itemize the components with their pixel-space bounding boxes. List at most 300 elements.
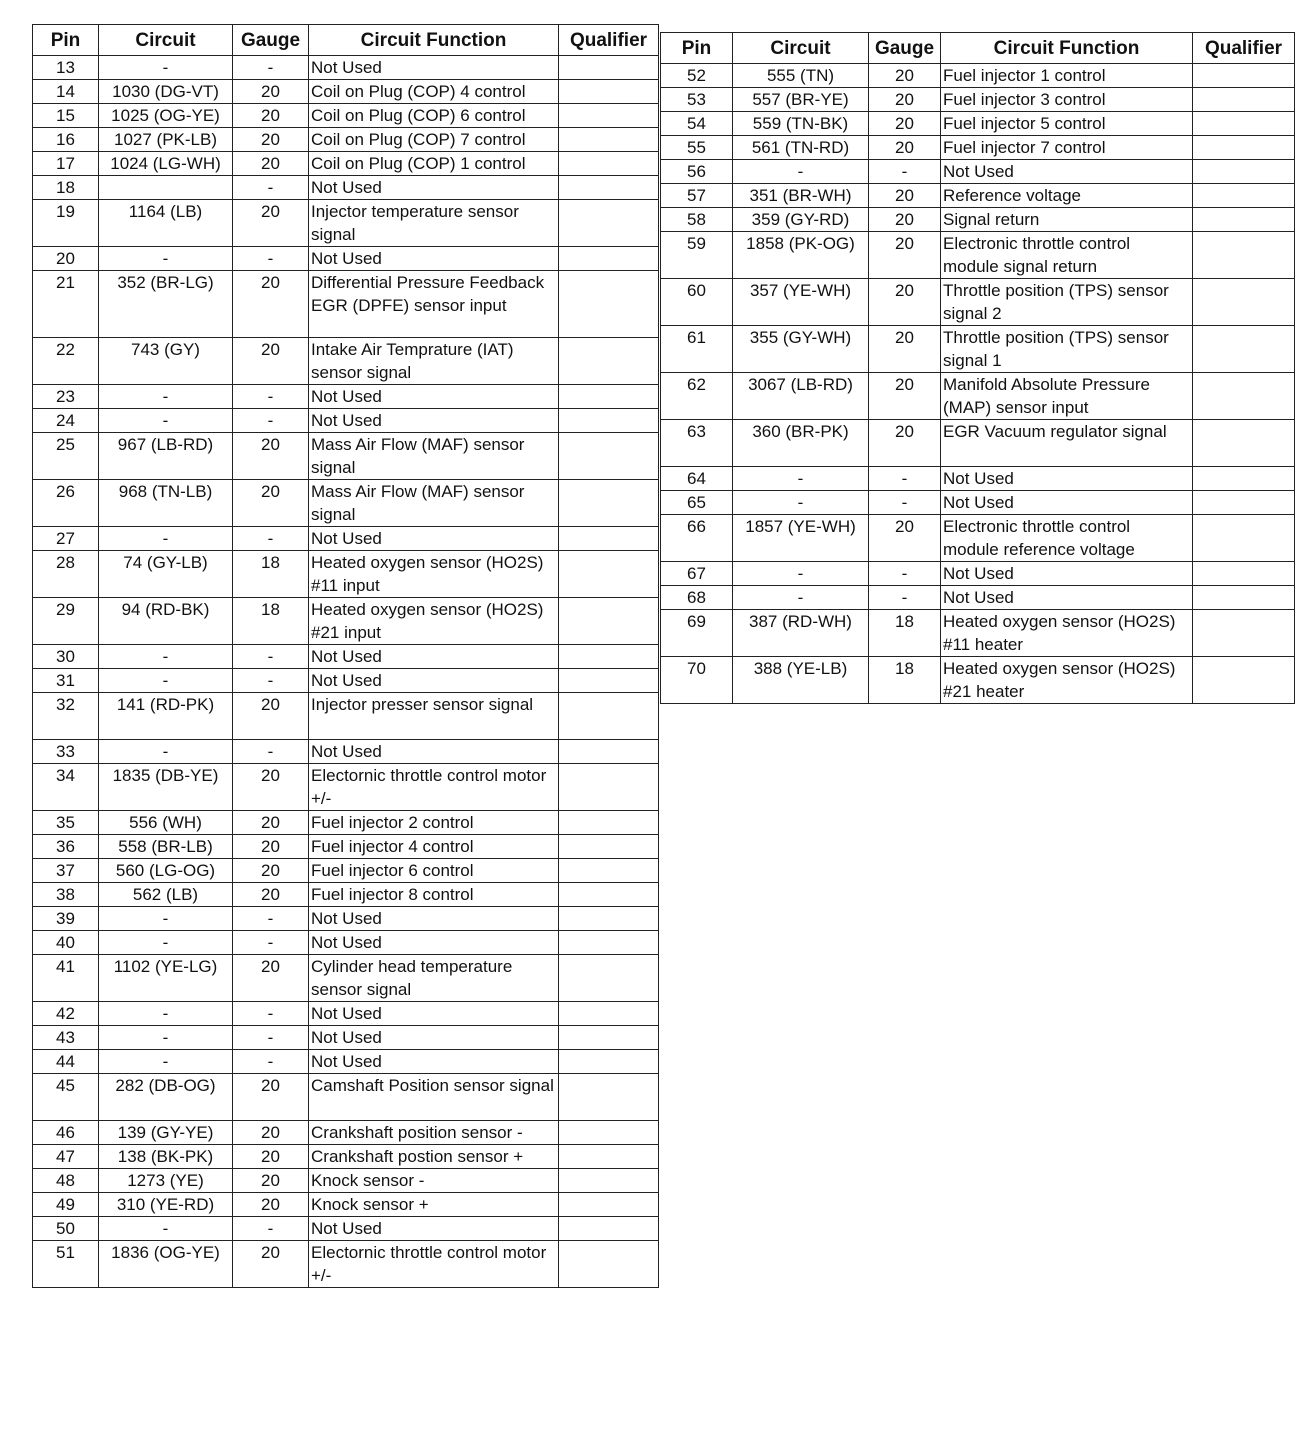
gauge-cell: 20 — [233, 764, 309, 811]
qualifier-cell — [559, 811, 659, 835]
pin-cell: 64 — [661, 467, 733, 491]
circuit-function-cell: Intake Air Temprature (IAT) sensor signal — [309, 338, 559, 385]
table-row — [33, 200, 659, 247]
circuit-cell: 352 (BR-LG) — [99, 271, 233, 338]
pin-cell: 43 — [33, 1026, 99, 1050]
circuit-function-cell: Crankshaft postion sensor + — [309, 1145, 559, 1169]
qualifier-cell — [559, 1193, 659, 1217]
table-row — [33, 907, 659, 931]
table-row — [661, 610, 1295, 657]
circuit-function-cell: EGR Vacuum regulator signal — [941, 420, 1193, 467]
qualifier-cell — [559, 176, 659, 200]
table-row — [33, 1074, 659, 1121]
circuit-cell: 967 (LB-RD) — [99, 433, 233, 480]
circuit-cell: 138 (BK-PK) — [99, 1145, 233, 1169]
pin-cell: 47 — [33, 1145, 99, 1169]
circuit-function-cell: Electornic throttle control motor +/- — [309, 764, 559, 811]
table-row — [33, 1002, 659, 1026]
qualifier-cell — [1193, 64, 1295, 88]
circuit-cell: 1102 (YE-LG) — [99, 955, 233, 1002]
circuit-function-cell: Not Used — [309, 1050, 559, 1074]
table-row — [661, 420, 1295, 467]
pin-cell: 25 — [33, 433, 99, 480]
pin-cell: 32 — [33, 693, 99, 740]
gauge-cell: 20 — [233, 433, 309, 480]
gauge-cell: - — [233, 56, 309, 80]
gauge-cell: - — [869, 491, 941, 515]
gauge-cell: - — [869, 586, 941, 610]
pin-cell: 31 — [33, 669, 99, 693]
table-row — [33, 740, 659, 764]
circuit-cell: 561 (TN-RD) — [733, 136, 869, 160]
pin-cell: 23 — [33, 385, 99, 409]
table-header-row — [33, 25, 659, 56]
circuit-cell: 359 (GY-RD) — [733, 208, 869, 232]
gauge-cell: 20 — [869, 208, 941, 232]
circuit-function-cell: Not Used — [309, 1026, 559, 1050]
table-row — [661, 112, 1295, 136]
gauge-cell: 20 — [233, 1145, 309, 1169]
circuit-cell: - — [733, 562, 869, 586]
circuit-cell: - — [99, 645, 233, 669]
gauge-cell: - — [233, 1026, 309, 1050]
gauge-cell: - — [233, 1002, 309, 1026]
circuit-cell: - — [99, 1217, 233, 1241]
qualifier-cell — [559, 527, 659, 551]
circuit-function-cell: Not Used — [309, 176, 559, 200]
table-row — [33, 480, 659, 527]
table-row — [33, 859, 659, 883]
circuit-cell: - — [733, 160, 869, 184]
table-row — [33, 527, 659, 551]
circuit-cell: 968 (TN-LB) — [99, 480, 233, 527]
qualifier-cell — [559, 409, 659, 433]
circuit-cell: - — [99, 931, 233, 955]
table-row — [33, 955, 659, 1002]
circuit-function-cell: Fuel injector 4 control — [309, 835, 559, 859]
table-row — [33, 385, 659, 409]
qualifier-cell — [559, 1026, 659, 1050]
gauge-cell: 20 — [233, 104, 309, 128]
gauge-cell: 20 — [233, 883, 309, 907]
circuit-function-cell: Not Used — [309, 931, 559, 955]
table-row — [33, 1145, 659, 1169]
pin-cell: 45 — [33, 1074, 99, 1121]
circuit-function-cell: Not Used — [309, 1217, 559, 1241]
table-row — [661, 279, 1295, 326]
qualifier-cell — [559, 385, 659, 409]
circuit-function-cell: Not Used — [309, 740, 559, 764]
table-row — [661, 491, 1295, 515]
pin-cell: 54 — [661, 112, 733, 136]
table-row — [33, 409, 659, 433]
gauge-cell: - — [869, 562, 941, 586]
header-circuit-function: Circuit Function — [309, 25, 559, 56]
qualifier-cell — [559, 152, 659, 176]
qualifier-cell — [1193, 562, 1295, 586]
circuit-cell: 555 (TN) — [733, 64, 869, 88]
circuit-cell: - — [99, 527, 233, 551]
gauge-cell: 20 — [869, 279, 941, 326]
pin-cell: 68 — [661, 586, 733, 610]
qualifier-cell — [1193, 610, 1295, 657]
gauge-cell: 20 — [233, 859, 309, 883]
circuit-function-cell: Fuel injector 8 control — [309, 883, 559, 907]
circuit-cell: - — [99, 409, 233, 433]
table-header-row — [661, 33, 1295, 64]
qualifier-cell — [559, 693, 659, 740]
gauge-cell: - — [869, 467, 941, 491]
header-qualifier: Qualifier — [559, 25, 659, 56]
gauge-cell: 20 — [233, 1121, 309, 1145]
qualifier-cell — [559, 128, 659, 152]
circuit-function-cell: Not Used — [309, 527, 559, 551]
circuit-cell: 562 (LB) — [99, 883, 233, 907]
circuit-function-cell: Fuel injector 2 control — [309, 811, 559, 835]
qualifier-cell — [559, 931, 659, 955]
circuit-cell: - — [99, 1026, 233, 1050]
circuit-function-cell: Signal return — [941, 208, 1193, 232]
table-row — [33, 176, 659, 200]
circuit-function-cell: Heated oxygen sensor (HO2S) #11 input — [309, 551, 559, 598]
gauge-cell: 20 — [233, 955, 309, 1002]
gauge-cell: 20 — [869, 232, 941, 279]
circuit-function-cell: Not Used — [309, 907, 559, 931]
qualifier-cell — [1193, 373, 1295, 420]
pin-cell: 35 — [33, 811, 99, 835]
table-row — [661, 208, 1295, 232]
pin-cell: 67 — [661, 562, 733, 586]
circuit-function-cell: Fuel injector 1 control — [941, 64, 1193, 88]
pin-cell: 37 — [33, 859, 99, 883]
circuit-cell: - — [99, 1050, 233, 1074]
qualifier-cell — [559, 883, 659, 907]
circuit-function-cell: Injector temperature sensor signal — [309, 200, 559, 247]
circuit-function-cell: Electornic throttle control motor +/- — [309, 1241, 559, 1288]
gauge-cell: 20 — [233, 271, 309, 338]
gauge-cell: 20 — [869, 515, 941, 562]
qualifier-cell — [559, 1121, 659, 1145]
pin-cell: 26 — [33, 480, 99, 527]
circuit-cell: - — [733, 491, 869, 515]
qualifier-cell — [1193, 279, 1295, 326]
circuit-function-cell: Not Used — [309, 669, 559, 693]
circuit-function-cell: Fuel injector 6 control — [309, 859, 559, 883]
circuit-cell: 3067 (LB-RD) — [733, 373, 869, 420]
pin-cell: 18 — [33, 176, 99, 200]
pin-cell: 70 — [661, 657, 733, 704]
pin-cell: 61 — [661, 326, 733, 373]
qualifier-cell — [1193, 160, 1295, 184]
table-row — [33, 104, 659, 128]
circuit-function-cell: Not Used — [309, 409, 559, 433]
circuit-cell: 139 (GY-YE) — [99, 1121, 233, 1145]
gauge-cell: 18 — [233, 598, 309, 645]
gauge-cell: 20 — [233, 152, 309, 176]
qualifier-cell — [559, 104, 659, 128]
qualifier-cell — [1193, 184, 1295, 208]
qualifier-cell — [1193, 586, 1295, 610]
pinout-table-right — [660, 32, 1295, 704]
circuit-function-cell: Knock sensor - — [309, 1169, 559, 1193]
table-row — [33, 80, 659, 104]
pin-cell: 40 — [33, 931, 99, 955]
pin-cell: 53 — [661, 88, 733, 112]
table-row — [33, 693, 659, 740]
pin-cell: 15 — [33, 104, 99, 128]
pin-cell: 62 — [661, 373, 733, 420]
pin-cell: 39 — [33, 907, 99, 931]
gauge-cell: - — [233, 907, 309, 931]
pinout-rows-left — [33, 56, 659, 1288]
qualifier-cell — [559, 271, 659, 338]
table-row — [33, 1193, 659, 1217]
circuit-cell: 1164 (LB) — [99, 200, 233, 247]
circuit-cell: - — [733, 467, 869, 491]
table-row — [661, 657, 1295, 704]
circuit-function-cell: Not Used — [941, 467, 1193, 491]
pin-cell: 34 — [33, 764, 99, 811]
gauge-cell: - — [233, 409, 309, 433]
table-row — [33, 811, 659, 835]
qualifier-cell — [1193, 657, 1295, 704]
circuit-cell: - — [99, 56, 233, 80]
circuit-function-cell: Crankshaft position sensor - — [309, 1121, 559, 1145]
table-row — [33, 764, 659, 811]
circuit-cell: - — [99, 247, 233, 271]
gauge-cell: 20 — [233, 200, 309, 247]
header-gauge: Gauge — [869, 33, 941, 64]
gauge-cell: 18 — [869, 657, 941, 704]
circuit-function-cell: Not Used — [309, 56, 559, 80]
pin-cell: 33 — [33, 740, 99, 764]
pin-cell: 13 — [33, 56, 99, 80]
gauge-cell: 20 — [233, 80, 309, 104]
circuit-cell: - — [99, 907, 233, 931]
pin-cell: 57 — [661, 184, 733, 208]
circuit-function-cell: Differential Pressure Feedback EGR (DPFE) sensor input — [309, 271, 559, 338]
qualifier-cell — [559, 1217, 659, 1241]
header-circuit-function: Circuit Function — [941, 33, 1193, 64]
circuit-cell: 1273 (YE) — [99, 1169, 233, 1193]
circuit-function-cell: Not Used — [941, 562, 1193, 586]
pin-cell: 17 — [33, 152, 99, 176]
pin-cell: 50 — [33, 1217, 99, 1241]
gauge-cell: 20 — [869, 136, 941, 160]
table-row — [661, 467, 1295, 491]
circuit-cell: 360 (BR-PK) — [733, 420, 869, 467]
qualifier-cell — [1193, 515, 1295, 562]
qualifier-cell — [1193, 491, 1295, 515]
qualifier-cell — [1193, 232, 1295, 279]
circuit-function-cell: Reference voltage — [941, 184, 1193, 208]
table-row — [33, 1241, 659, 1288]
pinout-rows-right — [661, 64, 1295, 704]
pin-cell: 24 — [33, 409, 99, 433]
qualifier-cell — [559, 1241, 659, 1288]
circuit-function-cell: Electronic throttle control module reference voltage — [941, 515, 1193, 562]
table-row — [661, 562, 1295, 586]
qualifier-cell — [559, 907, 659, 931]
pin-cell: 48 — [33, 1169, 99, 1193]
gauge-cell: 20 — [233, 338, 309, 385]
table-row — [33, 338, 659, 385]
gauge-cell: 18 — [233, 551, 309, 598]
circuit-cell: 743 (GY) — [99, 338, 233, 385]
pin-cell: 46 — [33, 1121, 99, 1145]
pin-cell: 19 — [33, 200, 99, 247]
gauge-cell: 20 — [233, 1074, 309, 1121]
circuit-function-cell: Manifold Absolute Pressure (MAP) sensor input — [941, 373, 1193, 420]
qualifier-cell — [559, 80, 659, 104]
pin-cell: 22 — [33, 338, 99, 385]
gauge-cell: - — [233, 527, 309, 551]
qualifier-cell — [559, 338, 659, 385]
circuit-function-cell: Knock sensor + — [309, 1193, 559, 1217]
circuit-function-cell: Mass Air Flow (MAF) sensor signal — [309, 433, 559, 480]
table-row — [661, 160, 1295, 184]
circuit-cell: 559 (TN-BK) — [733, 112, 869, 136]
gauge-cell: - — [869, 160, 941, 184]
circuit-cell: - — [99, 669, 233, 693]
pin-cell: 51 — [33, 1241, 99, 1288]
table-row — [661, 88, 1295, 112]
gauge-cell: - — [233, 176, 309, 200]
gauge-cell: 20 — [233, 811, 309, 835]
gauge-cell: 20 — [233, 128, 309, 152]
table-row — [33, 152, 659, 176]
pin-cell: 36 — [33, 835, 99, 859]
qualifier-cell — [559, 433, 659, 480]
qualifier-cell — [1193, 326, 1295, 373]
circuit-cell: 1836 (OG-YE) — [99, 1241, 233, 1288]
table-row — [661, 136, 1295, 160]
circuit-cell: 1025 (OG-YE) — [99, 104, 233, 128]
qualifier-cell — [559, 200, 659, 247]
qualifier-cell — [559, 247, 659, 271]
table-row — [33, 1217, 659, 1241]
gauge-cell: - — [233, 1217, 309, 1241]
table-row — [33, 1169, 659, 1193]
pin-cell: 49 — [33, 1193, 99, 1217]
circuit-cell: 556 (WH) — [99, 811, 233, 835]
circuit-cell: 282 (DB-OG) — [99, 1074, 233, 1121]
table-row — [661, 326, 1295, 373]
circuit-function-cell: Heated oxygen sensor (HO2S) #21 heater — [941, 657, 1193, 704]
pin-cell: 16 — [33, 128, 99, 152]
table-row — [33, 835, 659, 859]
circuit-function-cell: Fuel injector 3 control — [941, 88, 1193, 112]
gauge-cell: 20 — [233, 835, 309, 859]
circuit-function-cell: Fuel injector 5 control — [941, 112, 1193, 136]
circuit-function-cell: Not Used — [941, 160, 1193, 184]
table-row — [33, 645, 659, 669]
circuit-cell: 1858 (PK-OG) — [733, 232, 869, 279]
gauge-cell: - — [233, 740, 309, 764]
qualifier-cell — [1193, 467, 1295, 491]
table-row — [33, 128, 659, 152]
circuit-cell: 310 (YE-RD) — [99, 1193, 233, 1217]
qualifier-cell — [559, 835, 659, 859]
circuit-cell: 388 (YE-LB) — [733, 657, 869, 704]
circuit-cell — [99, 176, 233, 200]
pin-cell: 52 — [661, 64, 733, 88]
circuit-function-cell: Cylinder head temperature sensor signal — [309, 955, 559, 1002]
gauge-cell: - — [233, 669, 309, 693]
pin-cell: 58 — [661, 208, 733, 232]
gauge-cell: 20 — [869, 64, 941, 88]
circuit-cell: - — [99, 1002, 233, 1026]
table-row — [661, 232, 1295, 279]
table-row — [33, 598, 659, 645]
circuit-cell: 1857 (YE-WH) — [733, 515, 869, 562]
qualifier-cell — [1193, 88, 1295, 112]
pin-cell: 60 — [661, 279, 733, 326]
table-row — [33, 433, 659, 480]
pin-cell: 65 — [661, 491, 733, 515]
qualifier-cell — [559, 1074, 659, 1121]
pin-cell: 38 — [33, 883, 99, 907]
table-row — [33, 1121, 659, 1145]
circuit-cell: 387 (RD-WH) — [733, 610, 869, 657]
circuit-cell: 1835 (DB-YE) — [99, 764, 233, 811]
qualifier-cell — [1193, 208, 1295, 232]
circuit-cell: 94 (RD-BK) — [99, 598, 233, 645]
circuit-cell: 1024 (LG-WH) — [99, 152, 233, 176]
circuit-cell: 557 (BR-YE) — [733, 88, 869, 112]
qualifier-cell — [559, 955, 659, 1002]
gauge-cell: 20 — [869, 420, 941, 467]
gauge-cell: 20 — [869, 184, 941, 208]
table-row — [33, 56, 659, 80]
qualifier-cell — [559, 56, 659, 80]
header-qualifier: Qualifier — [1193, 33, 1295, 64]
table-row — [661, 515, 1295, 562]
qualifier-cell — [559, 669, 659, 693]
qualifier-cell — [559, 1050, 659, 1074]
circuit-cell: 141 (RD-PK) — [99, 693, 233, 740]
qualifier-cell — [559, 480, 659, 527]
pin-cell: 27 — [33, 527, 99, 551]
circuit-function-cell: Camshaft Position sensor signal — [309, 1074, 559, 1121]
circuit-cell: 351 (BR-WH) — [733, 184, 869, 208]
pin-cell: 21 — [33, 271, 99, 338]
pin-cell: 59 — [661, 232, 733, 279]
pin-cell: 66 — [661, 515, 733, 562]
gauge-cell: 20 — [233, 480, 309, 527]
circuit-function-cell: Heated oxygen sensor (HO2S) #11 heater — [941, 610, 1193, 657]
circuit-function-cell: Mass Air Flow (MAF) sensor signal — [309, 480, 559, 527]
table-row — [661, 64, 1295, 88]
pin-cell: 42 — [33, 1002, 99, 1026]
header-circuit: Circuit — [733, 33, 869, 64]
table-row — [661, 184, 1295, 208]
table-row — [33, 1026, 659, 1050]
gauge-cell: 20 — [233, 693, 309, 740]
gauge-cell: 20 — [233, 1241, 309, 1288]
circuit-function-cell: Injector presser sensor signal — [309, 693, 559, 740]
circuit-cell: - — [99, 385, 233, 409]
pin-cell: 69 — [661, 610, 733, 657]
circuit-function-cell: Not Used — [309, 1002, 559, 1026]
table-row — [661, 373, 1295, 420]
pinout-table-left — [32, 24, 659, 1288]
circuit-cell: 560 (LG-OG) — [99, 859, 233, 883]
pin-cell: 55 — [661, 136, 733, 160]
circuit-function-cell: Not Used — [309, 385, 559, 409]
circuit-function-cell: Not Used — [941, 586, 1193, 610]
circuit-function-cell: Coil on Plug (COP) 6 control — [309, 104, 559, 128]
